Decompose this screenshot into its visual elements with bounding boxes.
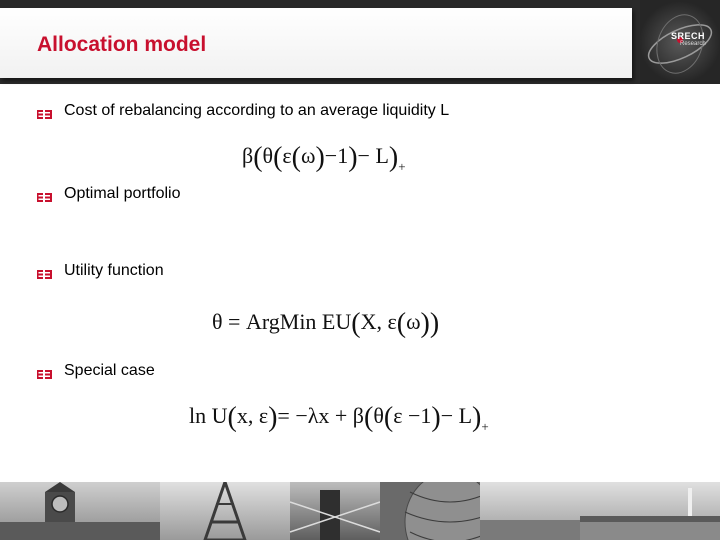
page-title: Allocation model xyxy=(37,33,207,56)
bullet-icon xyxy=(37,370,52,379)
formula-special: ln U(x, $\varepsilon)= -\lambda x + \beta(\theta(\varepsilon -1)- L)_+$ xyxy=(189,402,489,434)
bullet-icon xyxy=(37,110,52,119)
city-photo-strip xyxy=(0,482,720,540)
formula-optimal: θ = ArgMin EU(X, ε(ω)) xyxy=(212,308,440,339)
bullet-icon xyxy=(37,270,52,279)
bullet-utility-function: Utility function xyxy=(64,262,164,279)
logo-sub-text: Research xyxy=(680,41,706,47)
bullet-cost-of-rebalancing: Cost of rebalancing according to an average liquidity L xyxy=(64,102,450,119)
bullet-icon xyxy=(37,193,52,202)
logo-main-text: SRECH xyxy=(671,31,706,41)
formula-cost: $\beta(\theta(\varepsilon(\omega)-1)- L)_+$ xyxy=(242,142,406,174)
bullet-optimal-portfolio: Optimal portfolio xyxy=(64,185,181,202)
bullet-special-case: Special case xyxy=(64,362,155,379)
